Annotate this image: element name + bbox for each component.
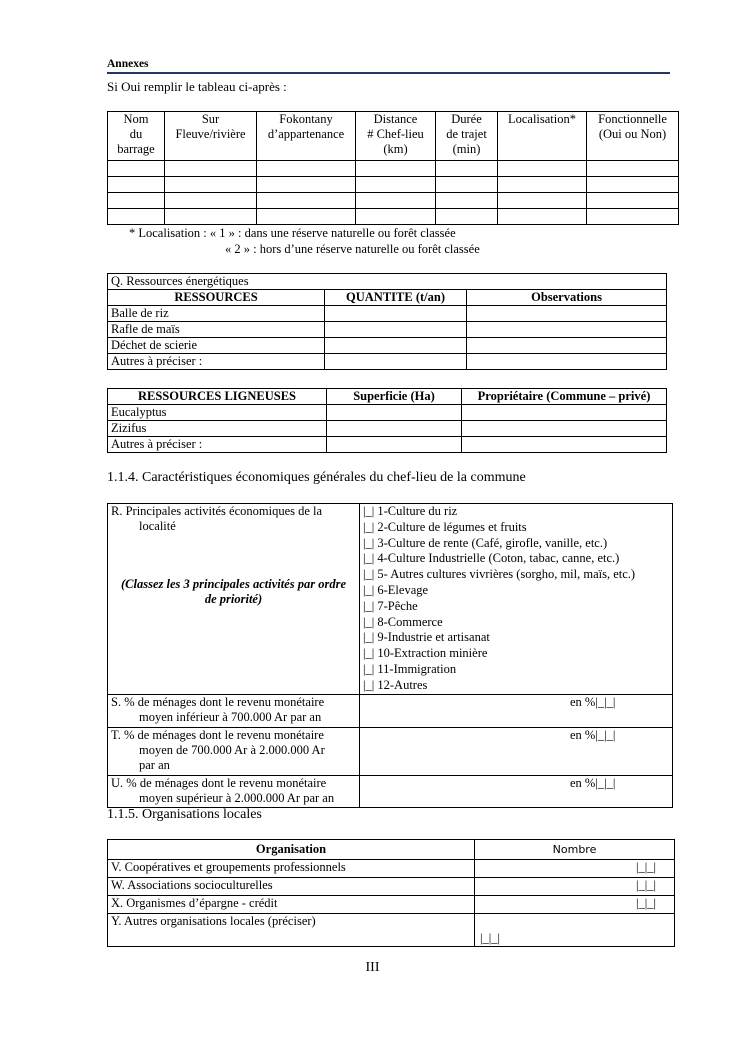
wood-col-proprietaire: Propriétaire (Commune – privé) bbox=[462, 389, 667, 405]
org-label-y: Y. Autres organisations locales (préciser) bbox=[108, 914, 475, 947]
energy-col-ressources: RESSOURCES bbox=[108, 290, 325, 306]
activity-option-1[interactable]: |_| 1-Culture du riz bbox=[363, 504, 458, 518]
org-col-nombre: Nombre bbox=[475, 840, 675, 860]
org-col-organisation: Organisation bbox=[108, 840, 475, 860]
localisation-note-2: « 2 » : hors d’une réserve naturelle ou forêt classée bbox=[225, 242, 480, 256]
barrage-header-row bbox=[108, 112, 679, 161]
table-row bbox=[108, 193, 679, 209]
row-label: Autres à préciser : bbox=[108, 354, 325, 370]
header-rule bbox=[107, 72, 670, 74]
table-row bbox=[108, 161, 679, 177]
org-label-v: V. Coopératives et groupements professionnels bbox=[108, 860, 475, 878]
activity-option-4[interactable]: |_| 4-Culture Industrielle (Coton, tabac, canne, etc.) bbox=[363, 551, 620, 566]
col-duree: Durée de trajet (min) bbox=[436, 112, 498, 161]
barrage-table bbox=[107, 111, 679, 225]
table-row bbox=[108, 878, 675, 896]
activities-label-cont: localité bbox=[139, 519, 176, 533]
activity-option-2[interactable]: |_| 2-Culture de légumes et fruits bbox=[363, 519, 527, 534]
wood-col-ressources: RESSOURCES LIGNEUSES bbox=[108, 389, 327, 405]
org-answer-y[interactable]: |_|_| bbox=[475, 914, 675, 947]
col-localisation: Localisation* bbox=[498, 112, 587, 161]
income-answer-t[interactable]: en %|_|_| bbox=[360, 727, 673, 775]
col-fonctionnelle: Fonctionnelle (Oui ou Non) bbox=[587, 112, 679, 161]
activity-option-10[interactable]: |_| 10-Extraction minière bbox=[363, 646, 488, 661]
income-row-s: S. % de ménages dont le revenu monétaire moyen inférieur à 700.000 Ar par an en %|_|_| bbox=[108, 694, 673, 727]
table-row bbox=[108, 177, 679, 193]
row-label: Zizifus bbox=[108, 421, 327, 437]
activities-instruction: (Classez les 3 principales activités par ordre de priorité) bbox=[121, 577, 346, 606]
wood-resources-table bbox=[107, 388, 667, 453]
organisations-table bbox=[107, 839, 675, 947]
activity-option-12[interactable]: |_| 12-Autres bbox=[363, 677, 428, 692]
org-answer-x[interactable]: |_|_| bbox=[475, 896, 675, 914]
section-115-title: 1.1.5. Organisations locales bbox=[107, 807, 262, 822]
activities-row bbox=[108, 504, 673, 695]
table-row bbox=[108, 405, 667, 421]
row-label: Déchet de scierie bbox=[108, 338, 325, 354]
page-number: III bbox=[365, 960, 380, 975]
income-row-u: U. % de ménages dont le revenu monétaire moyen supérieur à 2.000.000 Ar par an en %|_|_| bbox=[108, 775, 673, 807]
row-label: Balle de riz bbox=[108, 306, 325, 322]
energy-col-quantite: QUANTITE (t/an) bbox=[325, 290, 467, 306]
localisation-note-1: * Localisation : « 1 » : dans une réserve naturelle ou forêt classée bbox=[129, 226, 456, 240]
row-label: Autres à préciser : bbox=[108, 437, 327, 453]
col-nom-barrage: Nom du barrage bbox=[108, 112, 165, 161]
intro-text: Si Oui remplir le tableau ci-après : bbox=[107, 79, 287, 94]
table-row bbox=[108, 896, 675, 914]
income-row-t: T. % de ménages dont le revenu monétaire moyen de 700.000 Ar à 2.000.000 Ar par an en %|_|_| bbox=[108, 727, 673, 775]
activity-option-8[interactable]: |_| 8-Commerce bbox=[363, 614, 443, 629]
table-row bbox=[108, 306, 667, 322]
col-fokontany: Fokontany d’appartenance bbox=[257, 112, 356, 161]
org-answer-w[interactable]: |_|_| bbox=[475, 878, 675, 896]
activity-option-6[interactable]: |_| 6-Elevage bbox=[363, 582, 429, 597]
org-label-w: W. Associations socioculturelles bbox=[108, 878, 475, 896]
table-row bbox=[108, 437, 667, 453]
energy-resources-table bbox=[107, 273, 667, 370]
activity-option-7[interactable]: |_| 7-Pêche bbox=[363, 598, 418, 613]
page-header-title: Annexes bbox=[107, 58, 149, 70]
table-row bbox=[108, 322, 667, 338]
table-row bbox=[108, 860, 675, 878]
table-row bbox=[108, 421, 667, 437]
activity-option-3[interactable]: |_| 3-Culture de rente (Café, girofle, vanille, etc.) bbox=[363, 535, 608, 550]
energy-col-observations: Observations bbox=[467, 290, 667, 306]
table-row bbox=[108, 354, 667, 370]
activity-option-5[interactable]: |_| 5- Autres cultures vivrières (sorgho, mil, maïs, etc.) bbox=[363, 567, 636, 582]
activity-option-9[interactable]: |_| 9-Industrie et artisanat bbox=[363, 630, 490, 645]
income-answer-u[interactable]: en %|_|_| bbox=[360, 775, 673, 807]
row-label: Rafle de maïs bbox=[108, 322, 325, 338]
income-answer-s[interactable]: en %|_|_| bbox=[360, 694, 673, 727]
activities-label: R. Principales activités économiques de la bbox=[111, 504, 323, 518]
col-fleuve: Sur Fleuve/rivière bbox=[165, 112, 257, 161]
energy-table-title: Q. Ressources énergétiques bbox=[108, 274, 667, 290]
table-row bbox=[108, 209, 679, 225]
row-label: Eucalyptus bbox=[108, 405, 327, 421]
col-distance: Distance # Chef-lieu (km) bbox=[356, 112, 436, 161]
org-label-x: X. Organismes d’épargne - crédit bbox=[108, 896, 475, 914]
table-row bbox=[108, 338, 667, 354]
wood-col-superficie: Superficie (Ha) bbox=[327, 389, 462, 405]
activities-label-cell bbox=[108, 504, 360, 695]
activities-options bbox=[360, 504, 673, 695]
economic-table bbox=[107, 503, 673, 808]
section-114-title: 1.1.4. Caractéristiques économiques générales du chef-lieu de la commune bbox=[107, 470, 526, 485]
table-row bbox=[108, 914, 675, 947]
activity-option-11[interactable]: |_| 11-Immigration bbox=[363, 661, 457, 676]
org-answer-v[interactable]: |_|_| bbox=[475, 860, 675, 878]
